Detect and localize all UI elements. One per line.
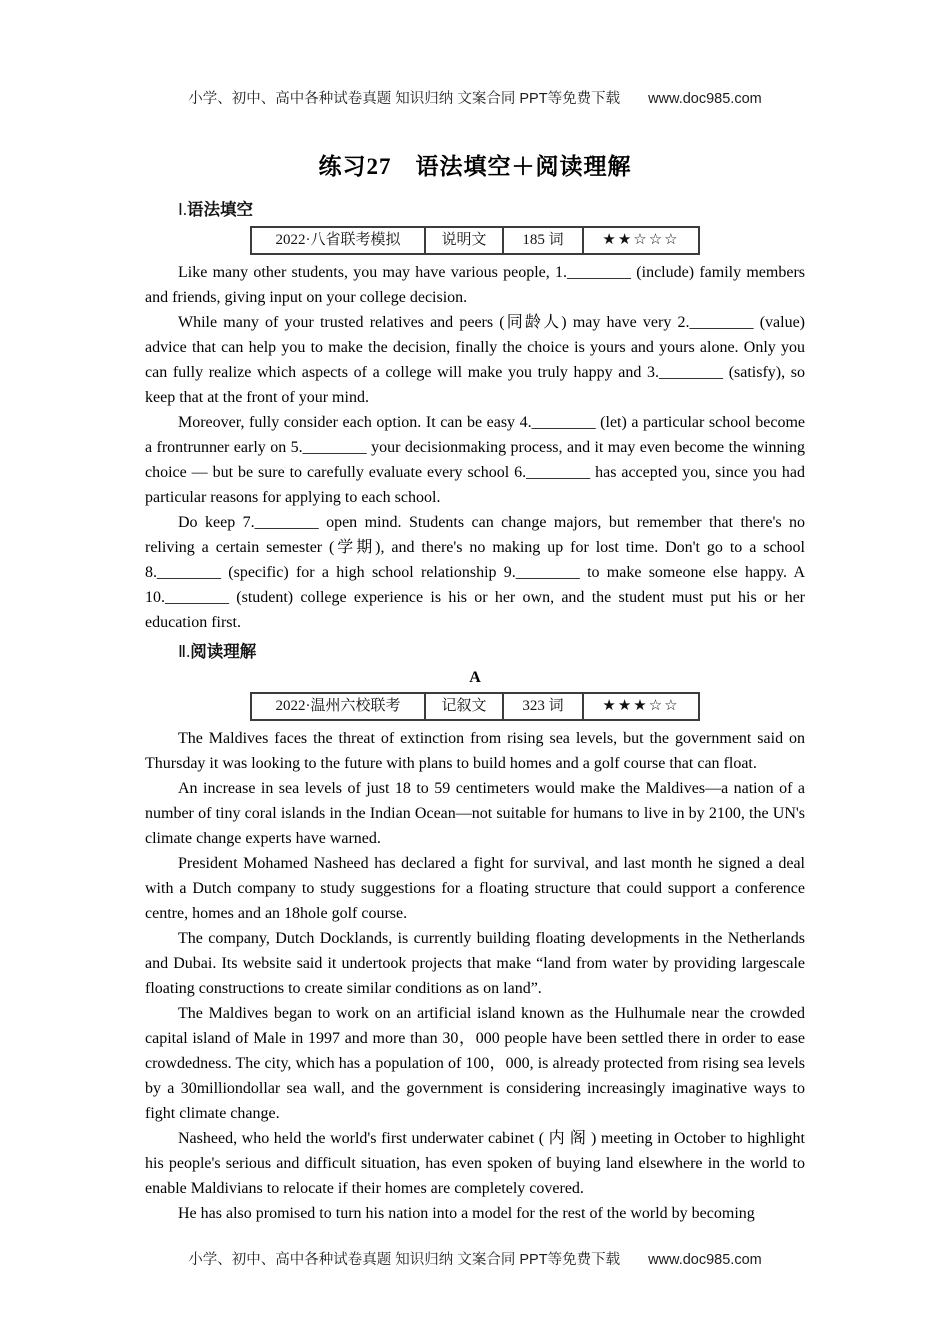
- meta-source: 2022·八省联考模拟: [275, 232, 401, 248]
- reading-paragraph: President Mohamed Nasheed has declared a fight for survival, and last month he signed a deal with a Dutch company to study suggestions for a floating structure that could support a conference centre, homes and an 18hole golf course.: [145, 855, 805, 922]
- footer-site-link[interactable]: www.doc985.com: [648, 1252, 762, 1268]
- reading-paragraph: He has also promised to turn his nation into a model for the rest of the world by becoming: [178, 1205, 755, 1222]
- passage-label-A: A: [469, 669, 481, 686]
- header-site-link[interactable]: www.doc985.com: [648, 91, 762, 107]
- grammar-paragraph: Like many other students, you may have various people, 1.________ (include) family members and friends, giving input on your college decision.: [145, 264, 805, 306]
- section-grammar-heading: [178, 199, 805, 221]
- meta-word-count: 323 词: [502, 694, 582, 719]
- meta-genre: 记叙文: [424, 694, 502, 719]
- grammar-paragraphs: [145, 260, 805, 635]
- section-reading-number: Ⅱ.: [178, 642, 191, 661]
- meta-word-count: 185 词: [502, 228, 582, 253]
- grammar-paragraph: While many of your trusted relatives and peers (同龄人) may have very 2.________ (value) advice that can help you to make the decision, finally the choice is yours and yours alone. Only you can fully realize which aspects of a college will make you truly happy and 3.________ (satisfy), so keep that at the front of your mind.: [145, 314, 805, 406]
- document-content: [145, 0, 805, 1226]
- meta-genre: 说明文: [424, 228, 502, 253]
- meta-difficulty-stars: ★★★☆☆: [582, 694, 698, 719]
- reading-paragraphs: [145, 726, 805, 1226]
- reading-paragraph: Nasheed, who held the world's first underwater cabinet ( 内 阁 ) meeting in October to highlight his people's serious and difficult situation, has even spoken of buying land elsewhere in the world to enable Maldivians to relocate if their homes are completely covered.: [145, 1130, 805, 1197]
- meta-difficulty-stars: ★★☆☆☆: [582, 228, 698, 253]
- reading-meta-table: [250, 692, 700, 721]
- grammar-meta-table: [250, 226, 700, 255]
- reading-paragraph: The Maldives faces the threat of extinction from rising sea levels, but the government said on Thursday it was looking to the future with plans to build homes and a golf course that can float.: [145, 730, 805, 772]
- section-reading-heading: [178, 641, 805, 663]
- grammar-paragraph: Do keep 7.________ open mind. Students can change majors, but remember that there's no reliving a certain semester (学期), and there's no making up for lost time. Don't go to a school 8.________ (specific) for a high school relationship 9.________ to make someone else happy. A 10.________ (student) college experience is his or her own, and the student must put his or her education first.: [145, 514, 805, 631]
- page-footer: [0, 1248, 950, 1269]
- grammar-paragraph: Moreover, fully consider each option. It can be easy 4.________ (let) a particular school become a frontrunner early on 5.________ your decisionmaking process, and it may even become the winning choice — but be sure to carefully evaluate every school 6.________ has accepted you, since you had particular reasons for applying to each school.: [145, 414, 805, 506]
- meta-source: 2022·温州六校联考: [275, 698, 401, 714]
- footer-promo-text: 小学、初中、高中各种试卷真题 知识归纳 文案合同 PPT等免费下载: [188, 1252, 621, 1268]
- section-grammar-number: Ⅰ.: [178, 200, 187, 219]
- reading-paragraph: The Maldives began to work on an artificial island known as the Hulhumale near the crowded capital island of Male in 1997 and more than 30，000 people have been settled there in order to ease crowdedness. The city, which has a population of 100，000, is already protected from rising sea levels by a 30milliondollar sea wall, and the government is considering increasingly imaginative ways to fight climate change.: [145, 1005, 805, 1122]
- section-grammar-label: 语法填空: [187, 201, 253, 219]
- reading-paragraph: An increase in sea levels of just 18 to 59 centimeters would make the Maldives—a nation of a number of tiny coral islands in the Indian Ocean—not suitable for humans to live in by 2100, the UN's climate change experts have warned.: [145, 780, 805, 847]
- section-reading-label: 阅读理解: [190, 643, 257, 661]
- reading-paragraph: The company, Dutch Docklands, is currently building floating developments in the Netherlands and Dubai. Its website said it undertook projects that make “land from water by providing largescale floating constructions to create similar conditions as on land”.: [145, 930, 805, 997]
- header-promo-text: 小学、初中、高中各种试卷真题 知识归纳 文案合同 PPT等免费下载: [188, 91, 621, 107]
- page-title: 练习27 语法填空＋阅读理解: [318, 154, 632, 179]
